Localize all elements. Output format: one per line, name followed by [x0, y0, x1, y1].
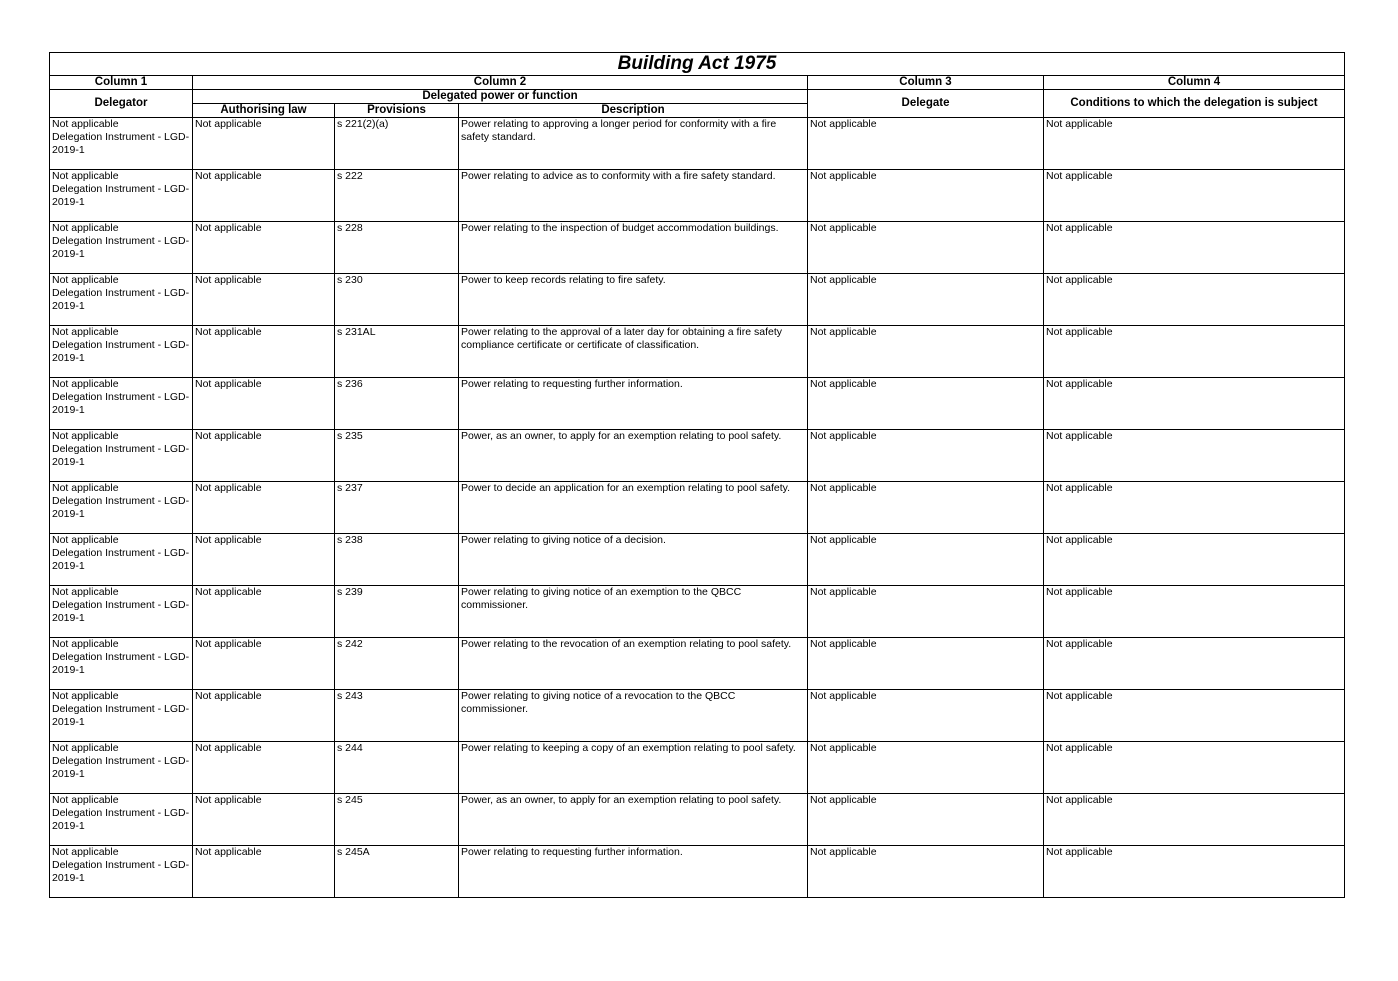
delegator-text: 2019-1: [52, 768, 85, 780]
delegator-text: Delegation Instrument - LGD-: [52, 703, 190, 715]
table-row: [50, 534, 1345, 586]
document-title: Building Act 1975: [50, 53, 1345, 76]
header-delegator: Delegator: [50, 90, 193, 118]
delegator-text: Not applicable: [52, 846, 119, 858]
header-column-2: Column 2: [193, 76, 808, 90]
delegator-text: Delegation Instrument - LGD-: [52, 651, 190, 663]
delegator-text: 2019-1: [52, 872, 85, 884]
delegator-text: Not applicable: [52, 326, 119, 338]
conditions-cell: Not applicable: [1044, 846, 1345, 898]
authorising-law-cell: Not applicable: [193, 274, 335, 326]
column-number-row: [50, 76, 1345, 90]
description-cell: Power relating to the approval of a later day for obtaining a fire safety compliance certificate or certificate of classification.: [459, 326, 808, 378]
header-conditions: Conditions to which the delegation is subject: [1044, 90, 1345, 118]
delegator-text: 2019-1: [52, 456, 85, 468]
authorising-law-cell: Not applicable: [193, 118, 335, 170]
conditions-cell: Not applicable: [1044, 794, 1345, 846]
authorising-law-cell: Not applicable: [193, 794, 335, 846]
provision-cell: s 238: [335, 534, 459, 586]
delegator-cell: [50, 482, 193, 534]
title-row: [50, 53, 1345, 76]
header-description: Description: [459, 104, 808, 118]
delegator-text: Delegation Instrument - LGD-: [52, 755, 190, 767]
delegator-text: Delegation Instrument - LGD-: [52, 443, 190, 455]
description-cell: Power, as an owner, to apply for an exemption relating to pool safety.: [459, 430, 808, 482]
delegator-cell: [50, 326, 193, 378]
table-row: [50, 742, 1345, 794]
delegator-text: 2019-1: [52, 612, 85, 624]
delegate-cell: Not applicable: [808, 430, 1044, 482]
delegator-text: Not applicable: [52, 482, 119, 494]
provision-cell: s 230: [335, 274, 459, 326]
delegator-text: Not applicable: [52, 378, 119, 390]
delegate-cell: Not applicable: [808, 482, 1044, 534]
delegator-cell: [50, 794, 193, 846]
delegator-text: 2019-1: [52, 196, 85, 208]
description-cell: Power relating to the revocation of an exemption relating to pool safety.: [459, 638, 808, 690]
conditions-cell: Not applicable: [1044, 638, 1345, 690]
delegation-table: [49, 52, 1345, 898]
description-cell: Power relating to giving notice of a revocation to the QBCC commissioner.: [459, 690, 808, 742]
delegator-text: 2019-1: [52, 560, 85, 572]
provision-cell: s 245: [335, 794, 459, 846]
delegate-cell: Not applicable: [808, 534, 1044, 586]
delegator-text: Delegation Instrument - LGD-: [52, 287, 190, 299]
authorising-law-cell: Not applicable: [193, 222, 335, 274]
delegate-cell: Not applicable: [808, 846, 1044, 898]
authorising-law-cell: Not applicable: [193, 534, 335, 586]
table-row: [50, 170, 1345, 222]
provision-cell: s 236: [335, 378, 459, 430]
delegator-text: Delegation Instrument - LGD-: [52, 339, 190, 351]
delegator-text: Not applicable: [52, 586, 119, 598]
provision-cell: s 221(2)(a): [335, 118, 459, 170]
delegate-cell: Not applicable: [808, 326, 1044, 378]
conditions-cell: Not applicable: [1044, 586, 1345, 638]
delegator-text: Not applicable: [52, 430, 119, 442]
table-row: [50, 638, 1345, 690]
delegate-cell: Not applicable: [808, 170, 1044, 222]
delegator-text: 2019-1: [52, 820, 85, 832]
delegator-text: 2019-1: [52, 664, 85, 676]
delegator-cell: [50, 222, 193, 274]
delegate-cell: Not applicable: [808, 222, 1044, 274]
delegator-text: Not applicable: [52, 690, 119, 702]
header-delegate: Delegate: [808, 90, 1044, 118]
description-cell: Power relating to advice as to conformity with a fire safety standard.: [459, 170, 808, 222]
delegator-text: Not applicable: [52, 118, 119, 130]
table-row: [50, 326, 1345, 378]
delegator-cell: [50, 846, 193, 898]
delegator-text: 2019-1: [52, 716, 85, 728]
delegator-cell: [50, 170, 193, 222]
description-cell: Power relating to giving notice of an exemption to the QBCC commissioner.: [459, 586, 808, 638]
delegator-text: Not applicable: [52, 170, 119, 182]
delegate-cell: Not applicable: [808, 794, 1044, 846]
delegator-text: Not applicable: [52, 534, 119, 546]
delegator-text: Not applicable: [52, 222, 119, 234]
delegator-text: 2019-1: [52, 248, 85, 260]
delegate-cell: Not applicable: [808, 118, 1044, 170]
delegator-text: Not applicable: [52, 794, 119, 806]
delegator-text: Delegation Instrument - LGD-: [52, 807, 190, 819]
provision-cell: s 239: [335, 586, 459, 638]
provision-cell: s 237: [335, 482, 459, 534]
provision-cell: s 243: [335, 690, 459, 742]
delegator-cell: [50, 638, 193, 690]
table-row: [50, 794, 1345, 846]
conditions-cell: Not applicable: [1044, 118, 1345, 170]
conditions-cell: Not applicable: [1044, 222, 1345, 274]
delegate-cell: Not applicable: [808, 690, 1044, 742]
delegator-cell: [50, 586, 193, 638]
delegator-cell: [50, 534, 193, 586]
delegate-cell: Not applicable: [808, 638, 1044, 690]
provision-cell: s 222: [335, 170, 459, 222]
conditions-cell: Not applicable: [1044, 326, 1345, 378]
authorising-law-cell: Not applicable: [193, 482, 335, 534]
column-label-row: [50, 90, 1345, 104]
provision-cell: s 228: [335, 222, 459, 274]
table-row: [50, 118, 1345, 170]
delegator-cell: [50, 274, 193, 326]
delegator-text: Delegation Instrument - LGD-: [52, 235, 190, 247]
delegator-cell: [50, 742, 193, 794]
delegator-cell: [50, 690, 193, 742]
table-row: [50, 586, 1345, 638]
conditions-cell: Not applicable: [1044, 742, 1345, 794]
description-cell: Power relating to giving notice of a decision.: [459, 534, 808, 586]
conditions-cell: Not applicable: [1044, 274, 1345, 326]
authorising-law-cell: Not applicable: [193, 326, 335, 378]
authorising-law-cell: Not applicable: [193, 378, 335, 430]
conditions-cell: Not applicable: [1044, 170, 1345, 222]
table-row: [50, 274, 1345, 326]
delegator-text: 2019-1: [52, 144, 85, 156]
delegator-cell: [50, 118, 193, 170]
description-cell: Power relating to approving a longer period for conformity with a fire safety standard.: [459, 118, 808, 170]
authorising-law-cell: Not applicable: [193, 170, 335, 222]
delegator-text: Not applicable: [52, 638, 119, 650]
delegator-text: Not applicable: [52, 274, 119, 286]
description-cell: Power to decide an application for an exemption relating to pool safety.: [459, 482, 808, 534]
delegator-text: Delegation Instrument - LGD-: [52, 859, 190, 871]
description-cell: Power relating to keeping a copy of an exemption relating to pool safety.: [459, 742, 808, 794]
conditions-cell: Not applicable: [1044, 482, 1345, 534]
delegator-text: Delegation Instrument - LGD-: [52, 391, 190, 403]
conditions-cell: Not applicable: [1044, 378, 1345, 430]
provision-cell: s 244: [335, 742, 459, 794]
provision-cell: s 235: [335, 430, 459, 482]
table-row: [50, 690, 1345, 742]
delegator-text: 2019-1: [52, 404, 85, 416]
delegator-text: Delegation Instrument - LGD-: [52, 131, 190, 143]
authorising-law-cell: Not applicable: [193, 742, 335, 794]
delegator-text: Delegation Instrument - LGD-: [52, 599, 190, 611]
delegate-cell: Not applicable: [808, 742, 1044, 794]
table-row: [50, 846, 1345, 898]
delegator-text: 2019-1: [52, 300, 85, 312]
table-row: [50, 430, 1345, 482]
header-column-1: Column 1: [50, 76, 193, 90]
delegator-text: 2019-1: [52, 352, 85, 364]
table-row: [50, 378, 1345, 430]
description-cell: Power relating to the inspection of budget accommodation buildings.: [459, 222, 808, 274]
delegator-text: 2019-1: [52, 508, 85, 520]
delegate-cell: Not applicable: [808, 586, 1044, 638]
table-row: [50, 222, 1345, 274]
header-provisions: Provisions: [335, 104, 459, 118]
description-cell: Power relating to requesting further information.: [459, 378, 808, 430]
delegator-cell: [50, 378, 193, 430]
header-column-3: Column 3: [808, 76, 1044, 90]
authorising-law-cell: Not applicable: [193, 430, 335, 482]
authorising-law-cell: Not applicable: [193, 846, 335, 898]
description-cell: Power relating to requesting further information.: [459, 846, 808, 898]
delegator-cell: [50, 430, 193, 482]
provision-cell: s 242: [335, 638, 459, 690]
header-delegated-power: Delegated power or function: [193, 90, 808, 104]
description-cell: Power to keep records relating to fire safety.: [459, 274, 808, 326]
delegator-text: Delegation Instrument - LGD-: [52, 495, 190, 507]
delegator-text: Delegation Instrument - LGD-: [52, 183, 190, 195]
description-cell: Power, as an owner, to apply for an exemption relating to pool safety.: [459, 794, 808, 846]
header-authorising-law: Authorising law: [193, 104, 335, 118]
authorising-law-cell: Not applicable: [193, 638, 335, 690]
authorising-law-cell: Not applicable: [193, 586, 335, 638]
conditions-cell: Not applicable: [1044, 534, 1345, 586]
delegator-text: Not applicable: [52, 742, 119, 754]
provision-cell: s 231AL: [335, 326, 459, 378]
conditions-cell: Not applicable: [1044, 690, 1345, 742]
header-column-4: Column 4: [1044, 76, 1345, 90]
delegate-cell: Not applicable: [808, 274, 1044, 326]
authorising-law-cell: Not applicable: [193, 690, 335, 742]
conditions-cell: Not applicable: [1044, 430, 1345, 482]
delegate-cell: Not applicable: [808, 378, 1044, 430]
delegator-text: Delegation Instrument - LGD-: [52, 547, 190, 559]
table-row: [50, 482, 1345, 534]
provision-cell: s 245A: [335, 846, 459, 898]
